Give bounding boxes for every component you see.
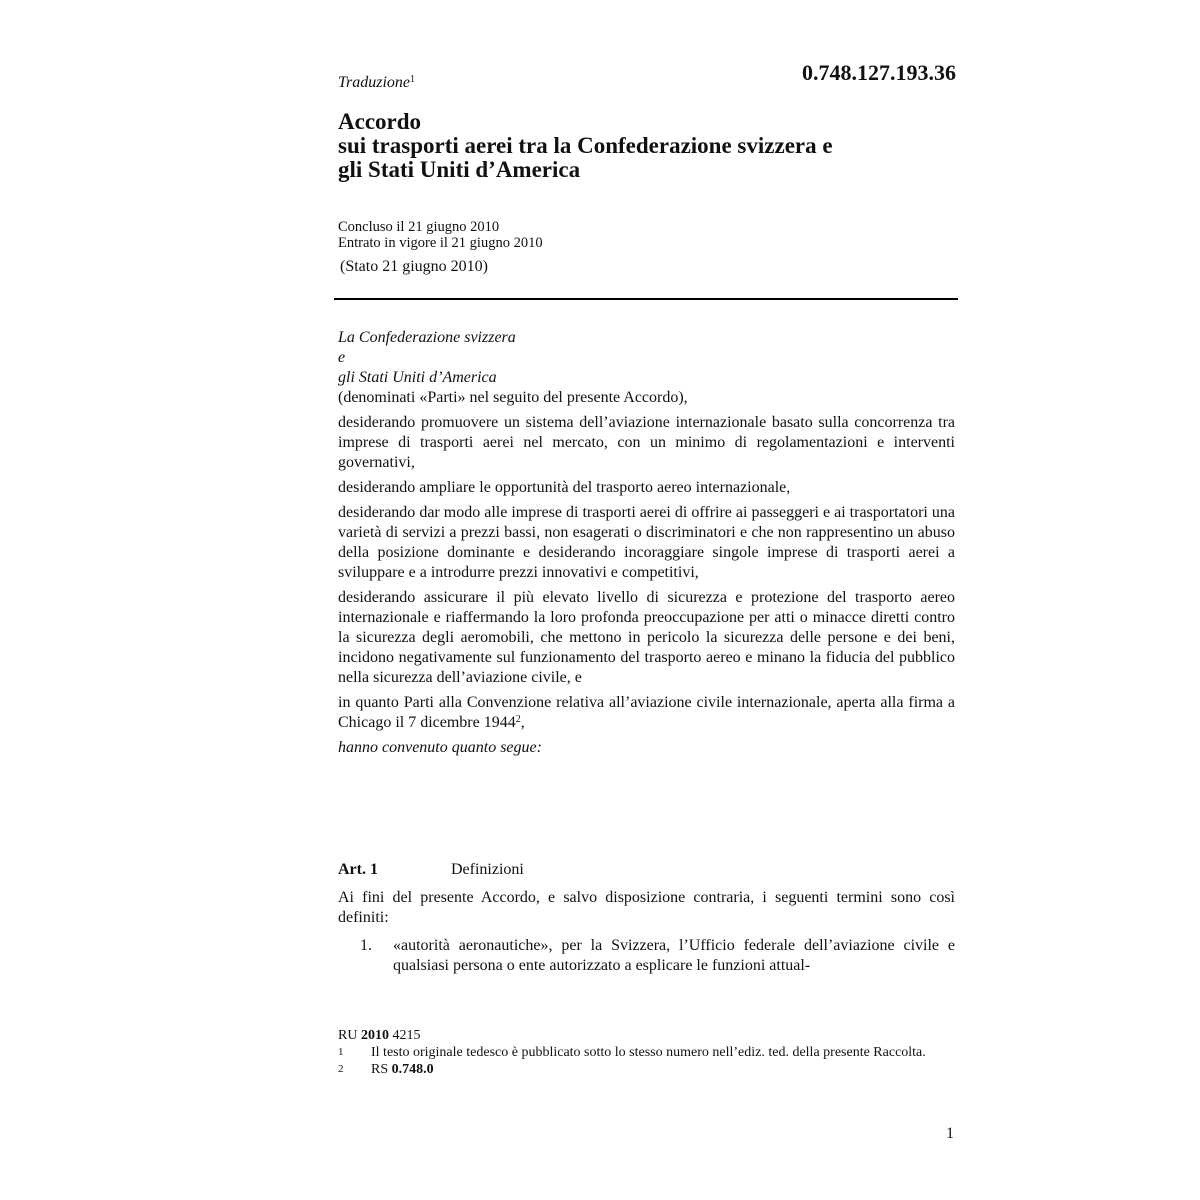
preamble-paragraph-5 bbox=[338, 693, 955, 733]
definition-number: 1. bbox=[360, 937, 372, 954]
preamble-paragraph-3: desiderando dar modo alle imprese di trasporti aerei di offrire ai passeggeri e ai trasportatori una varietà di servizi a prezzi bassi, non esagerati o discriminatori e che non rappresentino un abuso della posizione dominante e desiderando incoraggiare singole imprese di trasporti aerei a sviluppare e a introdurre prezzi innovativi e competitivi, bbox=[338, 504, 955, 581]
article-title: Definizioni bbox=[451, 861, 524, 878]
title-line-1: Accordo bbox=[338, 109, 422, 134]
agreement-formula: hanno convenuto quanto segue: bbox=[338, 739, 542, 756]
article-intro: Ai fini del presente Accordo, e salvo disposizione contraria, i seguenti termini sono così definiti: bbox=[338, 889, 955, 926]
title-line-3: gli Stati Uniti d’America bbox=[338, 157, 581, 182]
party-conjunction: e bbox=[338, 349, 346, 366]
status-date: (Stato 21 giugno 2010) bbox=[340, 258, 488, 275]
party-2: gli Stati Uniti d’America bbox=[338, 369, 497, 386]
document-title bbox=[338, 110, 955, 182]
in-force-date: Entrato in vigore il 21 giugno 2010 bbox=[338, 235, 543, 251]
translation-text: Traduzione bbox=[338, 74, 411, 91]
definition-text: «autorità aeronautiche», per la Svizzera, l’Ufficio federale dell’aviazione civile e qualsiasi persona o ente autorizzato a esplicare le funzioni attual- bbox=[393, 937, 955, 974]
parties-designation: (denominati «Parti» nel seguito del presente Accordo), bbox=[338, 389, 688, 406]
footnote-2 bbox=[338, 1062, 955, 1077]
party-1: La Confederazione svizzera bbox=[338, 329, 516, 346]
sr-number: 0.748.127.193.36 bbox=[802, 60, 956, 85]
footnote-number: 1 bbox=[338, 1046, 344, 1058]
ru-reference bbox=[338, 1028, 955, 1043]
ru-year: 2010 bbox=[360, 1028, 389, 1043]
article-heading bbox=[338, 860, 955, 880]
title-line-2: sui trasporti aerei tra la Confederazione svizzera e bbox=[338, 133, 833, 158]
footnote-rs-prefix: RS bbox=[371, 1062, 392, 1077]
preamble-paragraph-1: desiderando promuovere un sistema dell’aviazione internazionale basato sulla concorrenza tra imprese di trasporti aerei nel mercato, con un minimo di regolamentazioni e interventi governativi, bbox=[338, 414, 955, 471]
preamble-paragraph-5-text: in quanto Parti alla Convenzione relativa all’aviazione civile internazionale, aperta alla firma a Chicago il 7 dicembre 1944 bbox=[338, 694, 955, 731]
footnote-text: Il testo originale tedesco è pubblicato sotto lo stesso numero nell’ediz. ted. della presente Raccolta. bbox=[371, 1045, 926, 1060]
article-1 bbox=[338, 860, 955, 976]
footnote-text bbox=[371, 1062, 955, 1077]
footnote-1 bbox=[338, 1045, 955, 1060]
concluded-date: Concluso il 21 giugno 2010 bbox=[338, 219, 500, 235]
preamble-paragraph-5-end: , bbox=[520, 714, 525, 731]
footnote-number: 2 bbox=[338, 1063, 344, 1075]
translation-label bbox=[338, 74, 955, 92]
footnote-rs-link[interactable]: 0.748.0 bbox=[391, 1062, 434, 1077]
ru-prefix: RU bbox=[338, 1028, 361, 1043]
footnote-ref-1[interactable]: 1 bbox=[410, 74, 416, 85]
preamble-paragraph-4: desiderando assicurare il più elevato livello di sicurezza e protezione del trasporto aereo internazionale e riaffermando la loro profonda preoccupazione per atti o minacce diretti contro la sicurezza degli aeromobili, che mettono in pericolo la sicurezza delle persone e dei beni, incidono negativamente sul funzionamento del trasporto aereo e minano la fiducia del pubblico nella sicurezza dell’aviazione civile, e bbox=[338, 589, 955, 686]
preamble bbox=[338, 328, 955, 758]
page-number: 1 bbox=[946, 1125, 954, 1142]
header-divider bbox=[334, 298, 958, 300]
footnote-ref-2[interactable]: 2 bbox=[515, 714, 521, 725]
definition-item bbox=[338, 936, 955, 976]
preamble-paragraph-2: desiderando ampliare le opportunità del trasporto aereo internazionale, bbox=[338, 479, 791, 496]
ru-page: 4215 bbox=[388, 1028, 421, 1043]
article-number: Art. 1 bbox=[338, 861, 378, 878]
document-dates bbox=[338, 219, 955, 251]
footnotes bbox=[338, 1028, 955, 1077]
